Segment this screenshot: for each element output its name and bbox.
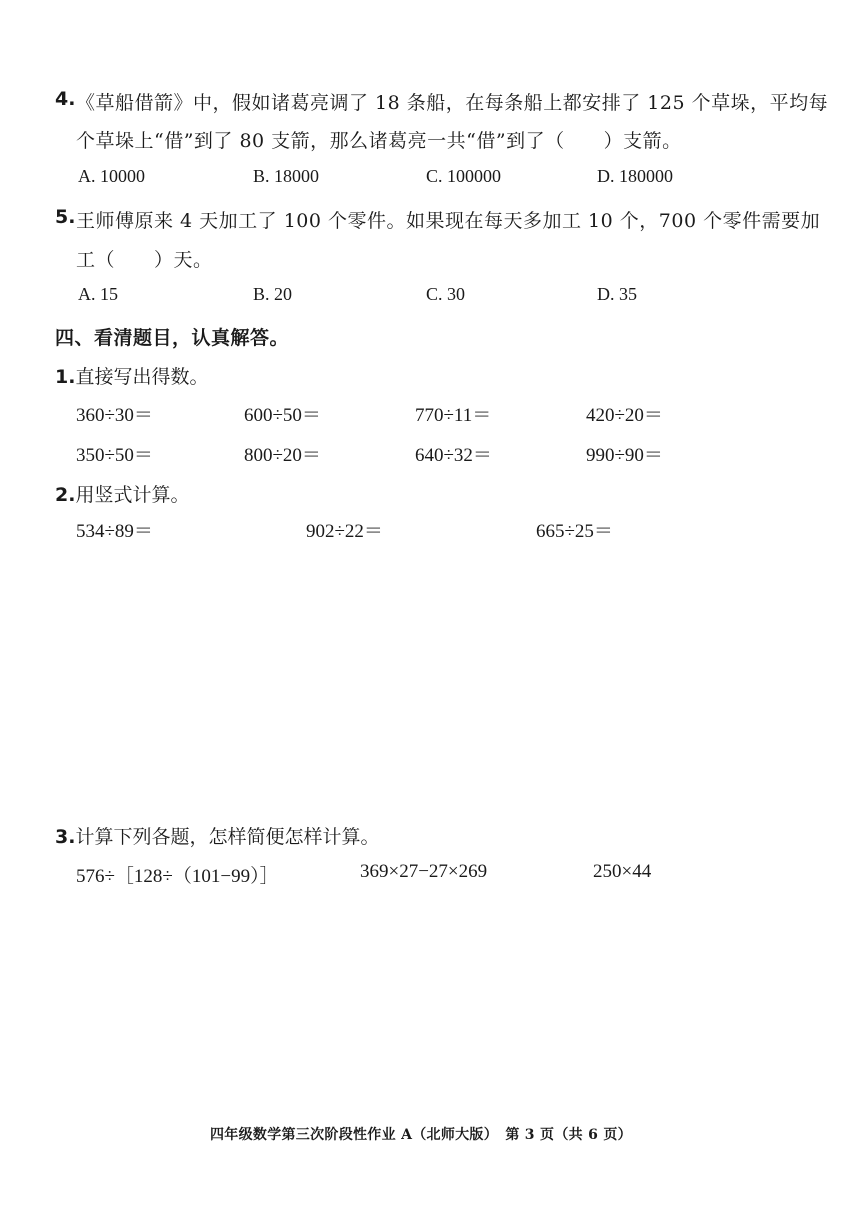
- q5-text-line1: 王师傅原来 4 天加工了 100 个零件。如果现在每天多加工 10 个，700 个零件需要加: [76, 210, 821, 232]
- q5-option-c: C. 30: [426, 284, 466, 304]
- part1-number: 1.: [55, 366, 76, 388]
- q4-option-d: D. 180000: [597, 166, 673, 186]
- part1-expr: 350÷50＝: [76, 445, 153, 466]
- q5-option-a: A. 15: [78, 284, 118, 304]
- part2-expr: 534÷89＝: [76, 521, 153, 542]
- part2-heading: [55, 480, 189, 507]
- part2-expr: 665÷25＝: [536, 521, 613, 542]
- part1-expr: 640÷32＝: [415, 445, 492, 466]
- part2-title: 用竖式计算。: [75, 484, 190, 506]
- q4-text-line1: 《草船借箭》中，假如诸葛亮调了 18 条船，在每条船上都安排了 125 个草垛，平均每: [76, 92, 829, 114]
- part1-expr: 360÷30＝: [76, 405, 153, 426]
- section-title: 四、看清题目，认真解答。: [55, 327, 290, 349]
- part1-expr: 990÷90＝: [586, 445, 663, 466]
- q5-option-b: B. 20: [253, 284, 293, 304]
- q5-text-line2: 工（ ）天。: [76, 249, 213, 271]
- part3-expr: 576÷［128÷（101−99）］: [76, 866, 279, 887]
- part1-expr: 770÷11＝: [415, 405, 492, 426]
- part1-expr: 800÷20＝: [244, 445, 321, 466]
- part3-heading: [55, 822, 379, 849]
- part1-expr: 420÷20＝: [586, 405, 663, 426]
- part1-heading: [55, 362, 208, 389]
- q5-number: 5.: [55, 206, 76, 228]
- part3-expr: 250×44: [593, 861, 652, 882]
- part3-title: 计算下列各题，怎样简便怎样计算。: [75, 826, 380, 848]
- part1-expr: 600÷50＝: [244, 405, 321, 426]
- part3-number: 3.: [55, 826, 76, 848]
- part3-expr: 369×27−27×269: [360, 861, 488, 882]
- part1-title: 直接写出得数。: [75, 366, 209, 388]
- q4-option-c: C. 100000: [426, 166, 502, 186]
- q4-number: 4.: [55, 88, 76, 110]
- q5-option-d: D. 35: [597, 284, 637, 304]
- part2-number: 2.: [55, 484, 76, 506]
- q4-option-a: A. 10000: [78, 166, 145, 186]
- q4-option-b: B. 18000: [253, 166, 320, 186]
- page-footer: 四年级数学第三次阶段性作业 A（北师大版） 第 3 页（共 6 页）: [210, 1127, 632, 1143]
- q4-text-line2: 个草垛上“借”到了 80 支箭，那么诸葛亮一共“借”到了（ ）支箭。: [76, 130, 682, 152]
- part2-expr: 902÷22＝: [306, 521, 383, 542]
